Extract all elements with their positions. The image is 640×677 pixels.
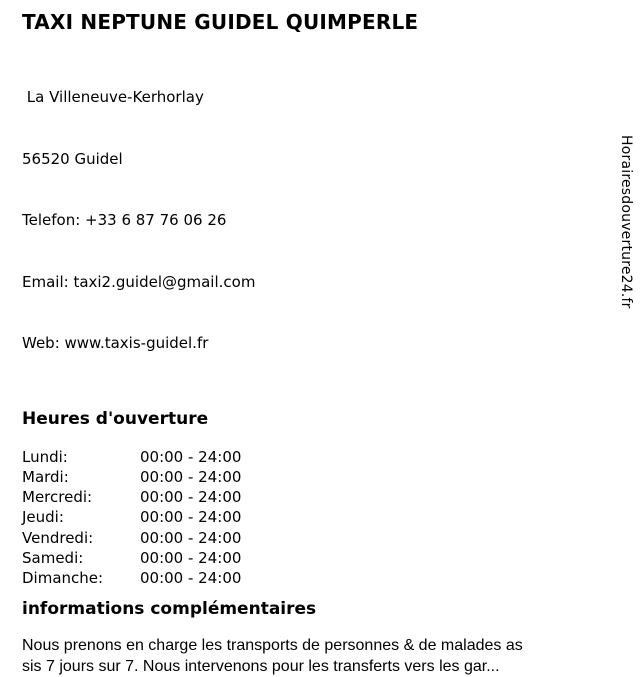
hours-row-saturday bbox=[22, 548, 612, 568]
day-label: Vendredi: bbox=[22, 528, 94, 547]
info-text-line: sis 7 jours sur 7. Nous intervenons pour les transferts vers les gar... bbox=[22, 657, 500, 675]
opening-hours-table bbox=[22, 447, 612, 589]
website-line: Web: www.taxis-guidel.fr bbox=[22, 334, 209, 352]
day-label: Samedi: bbox=[22, 548, 84, 567]
time-value: 00:00 - 24:00 bbox=[140, 467, 242, 486]
day-label: Mardi: bbox=[22, 467, 69, 486]
contact-block bbox=[22, 46, 612, 395]
additional-info-paragraph bbox=[22, 635, 612, 677]
hours-row-tuesday bbox=[22, 467, 612, 487]
address-line-street: La Villeneuve-Kerhorlay bbox=[22, 88, 204, 106]
day-label: Mercredi: bbox=[22, 488, 93, 507]
day-label: Lundi: bbox=[22, 447, 68, 466]
day-label: Dimanche: bbox=[22, 569, 104, 588]
time-value: 00:00 - 24:00 bbox=[140, 488, 242, 507]
opening-hours-title: Heures d'ouverture bbox=[22, 408, 209, 429]
email-line: Email: taxi2.guidel@gmail.com bbox=[22, 272, 256, 291]
hours-row-sunday bbox=[22, 568, 612, 588]
hours-row-friday bbox=[22, 528, 612, 548]
phone-line: Telefon: +33 6 87 76 06 26 bbox=[22, 211, 227, 229]
business-name-title: TAXI NEPTUNE GUIDEL QUIMPERLE bbox=[22, 10, 419, 34]
time-value: 00:00 - 24:00 bbox=[140, 569, 242, 588]
hours-row-thursday bbox=[22, 507, 612, 527]
time-value: 00:00 - 24:00 bbox=[140, 548, 242, 567]
info-text-line: Nous prenons en charge les transports de personnes & de malades as bbox=[22, 636, 523, 654]
time-value: 00:00 - 24:00 bbox=[140, 508, 242, 527]
address-line-city: 56520 Guidel bbox=[22, 149, 123, 168]
time-value: 00:00 - 24:00 bbox=[140, 447, 242, 466]
day-label: Jeudi: bbox=[22, 508, 64, 527]
hours-row-monday bbox=[22, 447, 612, 467]
watermark-vertical-site-name: Horairesdouverture24.fr bbox=[618, 135, 634, 309]
time-value: 00:00 - 24:00 bbox=[140, 528, 242, 547]
hours-row-wednesday bbox=[22, 487, 612, 507]
additional-info-title: informations complémentaires bbox=[22, 598, 317, 619]
